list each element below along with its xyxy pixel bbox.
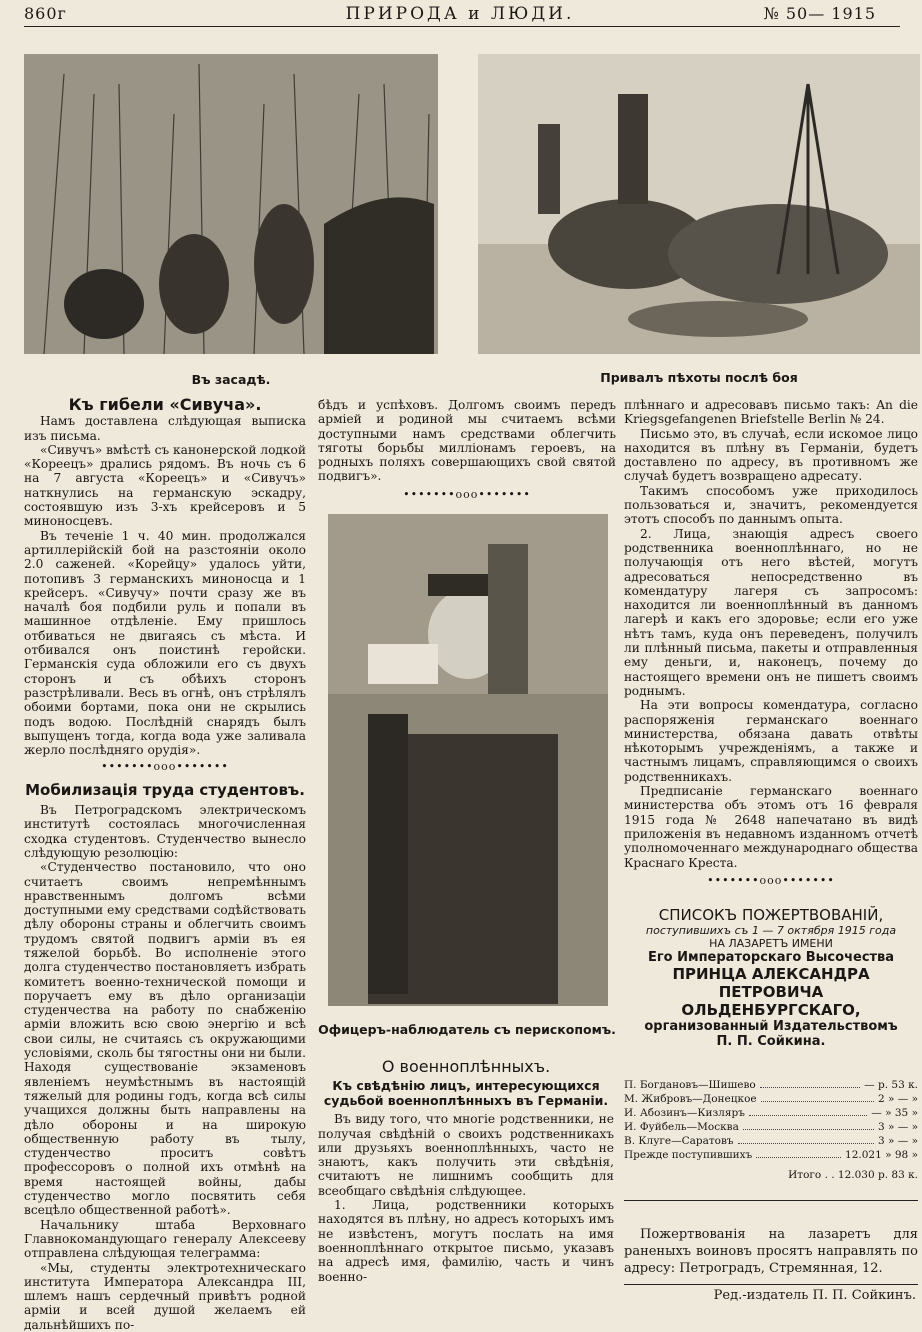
list-item: П. Богдановъ—Шишево — р. 53 к. xyxy=(624,1079,918,1091)
pow-subtitle: Къ свѣдѣнію лицъ, интересующихся судьбой военноплѣнныхъ въ Германіи. xyxy=(323,1078,609,1109)
donations-header xyxy=(624,906,918,1049)
right-para: Предписаніе германскаго военнаго министерства объ этомъ отъ 16 февраля 1915 года № 2648 напечатано въ видѣ приложенія въ недавномъ изданномъ отчетѣ уполномоченнаго международнаго общества Краснаго Креста. xyxy=(624,784,918,870)
photo-infantry-rest xyxy=(478,54,920,354)
pow-title: О военноплѣнныхъ. xyxy=(381,1057,551,1076)
sivuch-para: «Сивучъ» вмѣстѣ съ канонерской лодкой «Кореецъ» дрались рядомъ. Въ ночь съ 6 на 7 августа «Кореецъ» и «Сивучъ» наткнулись на германскую эскадру, состоявшую изъ 3-хъ крейсеровъ и 5 миноносцевъ. xyxy=(24,442,306,529)
list-item: М. Жибровъ—Донецкое 2 » — » xyxy=(624,1093,918,1105)
sivuch-para: Намъ доставлена слѣдующая выписка изъ письма. xyxy=(24,414,306,443)
donations-note: Пожертвованія на лазаретъ для раненыхъ воиновъ просятъ направлять по адресу: Петроградъ, Стремянная, 12. xyxy=(624,1227,918,1276)
column-middle-bottom xyxy=(318,1057,614,1284)
photo-ambush xyxy=(24,54,438,354)
mobil-para: Въ Петроградскомъ электрическомъ институтѣ состоялась многочисленная сходка студентовъ. Студенчество вынесло слѣдующую резолюцію: xyxy=(24,803,306,860)
pow-para: Въ виду того, что многіе родственники, не получая свѣдѣній о своихъ родственникахъ или друзьяхъ военноплѣнныхъ, часто не знаютъ, какъ получить эти свѣдѣнія, считаютъ не лишнимъ сообщить для всеобщаго свѣдѣнія слѣдующее. xyxy=(318,1112,614,1198)
editor-line: Ред.-издатель П. П. Сойкинъ. xyxy=(713,1288,916,1303)
caption-infantry-rest: Привалъ пѣхоты послѣ боя xyxy=(600,370,798,385)
right-para: 2. Лица, знающія адресъ своего родственника военноплѣннаго, но не получающія отъ него вѣстей, могутъ адресоваться непосредственно въ комендатуру лагеря съ запросомъ: находится ли военноплѣнный въ данномъ лагерѣ и какъ его здоровье; если его уже нѣтъ тамъ, куда онъ переведенъ, получилъ ли плѣнный письма, пакеты и отправленныя ему деньги, и, наконецъ, почему до настоящего времени онъ не пишетъ своимъ роднымъ. xyxy=(624,526,918,698)
list-item: И. Фуйбель—Москва 3 » — » xyxy=(624,1121,918,1133)
donations-period: поступившихъ съ 1 — 7 октября 1915 года xyxy=(645,924,897,937)
ornament-divider: •••••••ooo••••••• xyxy=(403,487,531,501)
mobil-title: Мобилизація труда студентовъ. xyxy=(25,780,305,799)
list-item: И. Абозинъ—Кизляръ — » 35 » xyxy=(624,1107,918,1119)
caption-ambush: Въ засадѣ. xyxy=(191,372,271,387)
right-para: На эти вопросы комендатура, согласно распоряженія германскаго военнаго министерства, обязана давать отвѣты нѣкоторымъ учрежденіямъ, а также и частнымъ лицамъ, справляющимся о своихъ родственникахъ. xyxy=(624,698,918,784)
column-left xyxy=(24,395,306,1332)
mobil-para: «Студенчество постановило, что оно считаетъ своимъ непремѣннымъ нравственнымъ долгомъ всѣми доступными ему средствами содѣйствовать дѣлу обороны страны и облегчить своимъ трудомъ святой подвигъ арміи въ ея тяжелой борьбѣ. Во исполненіе этого долга студенчество постановляетъ избрать комитетъ военно-технической помощи и поручаетъ ему въ дѣло организаціи студенчества на работу по снабженію арміи вложить всю свою энергію и всѣ свои силы, не считаясь съ окружающими условіями, сколь бы тягостны они ни были. Находя существованіе экзаменовъ явленіемъ неумѣстнымъ въ настоящій тяжелый для родины годъ, когда всѣ силы учащихся должны быть направлены на дѣло обороны и на широкую общественную работу въ тылу, студенчество проситъ совѣтъ профессоровъ о полной ихъ отмѣнѣ на время настоящей войны, дабы студенчество могло посвятить себя всецѣло общественной работѣ». xyxy=(24,860,306,1218)
mobil-para: «Мы, студенты электротехническаго института Императора Александра III, шлемъ нашъ сердечный привѣтъ родной арміи и всей душой желаемъ ей дальнѣйшихъ по- xyxy=(24,1260,306,1332)
donations-patron-surname: ОЛЬДЕНБУРГСКАГО, xyxy=(681,1001,861,1019)
donations-total: Итого . . 12.030 р. 83 к. xyxy=(788,1169,918,1181)
donations-title: СПИСОКЪ ПОЖЕРТВОВАНІЙ, xyxy=(658,906,884,924)
donations-patron-title: Его Императорскаго Высочества xyxy=(647,950,895,965)
right-para: плѣннаго и адресовавъ письмо такъ: An die Kriegsgefangenen Briefstelle Berlin № 24. xyxy=(624,398,918,427)
donations-list xyxy=(624,1078,918,1182)
donations-subtitle: НА ЛАЗАРЕТЪ ИМЕНИ xyxy=(709,937,833,950)
donations-organizer: организованный Издательствомъ xyxy=(644,1019,898,1034)
caption-officer: Офицеръ-наблюдатель съ перископомъ. xyxy=(318,1022,616,1037)
footer-rule xyxy=(624,1284,918,1285)
pow-para: 1. Лица, родственники которыхъ находятся въ плѣну, но адресъ которыхъ имъ не извѣстенъ, могутъ послать на имя военноплѣннаго открытое письмо, указавъ на адресѣ имя, фамилію, часть и чинъ военно- xyxy=(318,1198,614,1284)
list-item: Прежде поступившихъ 12.021 » 98 » xyxy=(624,1149,918,1161)
photo-officer-periscope xyxy=(328,514,608,1006)
ornament-divider: •••••••ooo••••••• xyxy=(707,873,835,887)
column-middle-top xyxy=(318,398,616,505)
right-para: Такимъ способомъ уже приходилось пользоваться и, значитъ, рекомендуется этотъ способъ по даннымъ опыта. xyxy=(624,483,918,527)
mobil-para: Начальнику штаба Верховнаго Главнокомандующаго генералу Алексееву отправлена слѣдующая телеграмма: xyxy=(24,1217,306,1261)
donations-patron-name: ПРИНЦА АЛЕКСАНДРА ПЕТРОВИЧА xyxy=(672,965,870,1001)
sivuch-title: Къ гибели «Сивуча». xyxy=(68,395,262,414)
right-para: Письмо это, въ случаѣ, если искомое лицо находится въ плѣну въ Германіи, будетъ доставлено по адресу, въ противномъ же случаѣ будетъ возвращено адресату. xyxy=(624,426,918,484)
list-item: В. Клуге—Саратовъ 3 » — » xyxy=(624,1135,918,1147)
ornament-divider: •••••••ooo••••••• xyxy=(101,760,229,774)
donations-rule xyxy=(624,1200,918,1201)
page-number: 860г xyxy=(24,4,67,23)
mid-continuation: бѣдъ и успѣховъ. Долгомъ своимъ передъ арміей и родиной мы считаемъ всѣми доступными намъ средствами облегчить тяготы борьбы милліонамъ героевъ, на родныхъ поляхъ совершающихъ свой святой подвигъ». xyxy=(318,398,616,484)
issue-number: № 50— 1915 xyxy=(763,4,876,23)
header-rule xyxy=(24,26,900,27)
donations-note-block xyxy=(624,1226,918,1277)
donations-publisher: П. П. Сойкина. xyxy=(716,1034,826,1049)
column-right xyxy=(624,398,918,891)
journal-title: ПРИРОДА и ЛЮДИ. xyxy=(345,4,575,24)
sivuch-para: Въ теченіе 1 ч. 40 мин. продолжался артиллерійскій бой на разстояніи около 2.0 саженей. «Корейцу» удалось уйти, потопивъ 3 германскихъ миноносца и 1 крейсеръ. «Сивучу» почти сразу же въ началѣ боя подбили руль и попали въ машинное отдѣленіе. Ему пришлось отбиваться не двигаясь съ мѣста. И отбивался онъ поистинѣ геройски. Германскія суда обложили его съ двухъ сторонъ и съ обѣихъ сторонъ разстрѣливали. Весь въ огнѣ, онъ стрѣлялъ обоими бортами, пока они не скрылись подъ водою. Послѣдній снарядъ былъ выпущенъ тогда, когда вода уже заливала жерло послѣдняго орудія». xyxy=(24,528,306,758)
